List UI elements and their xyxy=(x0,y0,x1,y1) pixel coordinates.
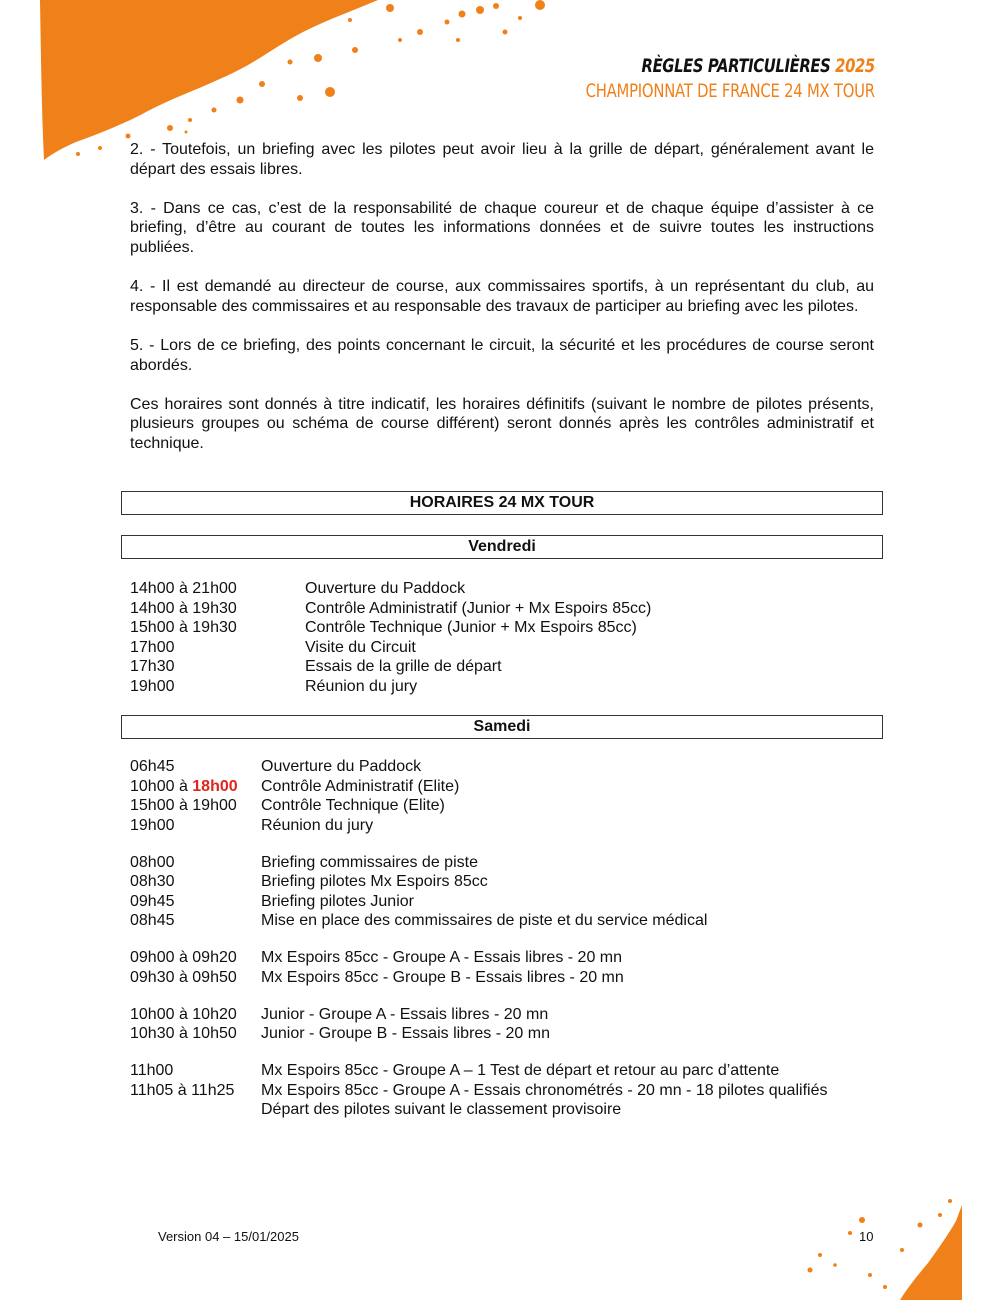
schedule-time xyxy=(130,892,261,912)
schedule-row xyxy=(130,657,651,677)
schedule-desc: Essais de la grille de départ xyxy=(305,658,502,675)
schedule-desc: Mx Espoirs 85cc - Groupe A – 1 Test de départ et retour au parc d’attente xyxy=(261,1062,780,1079)
schedule-row xyxy=(130,1061,827,1081)
schedule-time xyxy=(130,677,305,697)
schedule-row xyxy=(130,599,651,619)
schedule-row xyxy=(130,911,827,931)
header-title-text: RÈGLES PARTICULIÈRES xyxy=(641,55,831,77)
schedule-time xyxy=(130,657,305,677)
schedule-time xyxy=(130,757,261,777)
schedule-row xyxy=(130,638,651,658)
schedule-time xyxy=(130,796,261,816)
schedule-row xyxy=(130,796,827,816)
header-subtitle: CHAMPIONNAT DE FRANCE 24 MX TOUR xyxy=(585,80,875,102)
schedule-desc: Contrôle Administratif (Junior + Mx Espoirs 85cc) xyxy=(305,599,652,617)
schedule-desc: Briefing pilotes Mx Espoirs 85cc xyxy=(261,873,488,890)
schedule-time-text: 09h30 à 09h50 xyxy=(130,968,237,986)
schedule-time xyxy=(130,579,305,599)
schedule-time-text: 17h30 xyxy=(130,658,175,675)
schedule-time-highlight: 18h00 xyxy=(192,777,238,795)
schedule-time-text: 06h45 xyxy=(130,758,175,775)
header-title xyxy=(586,55,875,77)
schedule-title-box: HORAIRES 24 MX TOUR xyxy=(121,491,883,515)
schedule-row xyxy=(130,618,651,638)
schedule-time-text: 08h00 xyxy=(130,853,175,871)
schedule-desc: Départ des pilotes suivant le classement provisoire xyxy=(261,1101,622,1118)
saturday-schedule xyxy=(130,757,827,1120)
schedule-time xyxy=(130,1024,261,1044)
schedule-desc: Briefing pilotes Junior xyxy=(261,892,414,910)
schedule-time xyxy=(130,638,305,658)
schedule-time xyxy=(130,816,261,836)
schedule-row xyxy=(130,816,827,836)
schedule-time-text: 10h00 à 10h20 xyxy=(130,1005,237,1023)
schedule-time xyxy=(130,911,261,931)
schedule-time xyxy=(130,853,261,873)
schedule-desc: Junior - Groupe A - Essais libres - 20 mn xyxy=(261,1005,549,1023)
schedule-time-text: 11h05 à 11h25 xyxy=(130,1081,235,1099)
schedule-row xyxy=(130,853,827,873)
schedule-row xyxy=(130,872,827,892)
footer-version: Version 04 – 15/01/2025 xyxy=(158,1229,299,1244)
schedule-time-text: 09h45 xyxy=(130,892,175,910)
schedule-desc: Ouverture du Paddock xyxy=(261,758,422,775)
schedule-time-text: 15h00 à 19h00 xyxy=(130,797,237,814)
schedule-row xyxy=(130,579,651,599)
schedule-time xyxy=(130,1100,261,1120)
schedule-row xyxy=(130,948,827,968)
orange-splash-bottom-right xyxy=(790,1195,1005,1300)
schedule-row xyxy=(130,892,827,912)
schedule-time xyxy=(130,968,261,988)
schedule-row xyxy=(130,968,827,988)
document-header xyxy=(586,55,875,102)
schedule-row xyxy=(130,1024,827,1044)
schedule-time xyxy=(130,1061,261,1081)
schedule-desc: Visite du Circuit xyxy=(305,638,416,656)
friday-title-box: Vendredi xyxy=(121,535,883,559)
schedule-desc: Junior - Groupe B - Essais libres - 20 mn xyxy=(261,1025,550,1042)
schedule-desc: Briefing commissaires de piste xyxy=(261,853,478,871)
schedule-row xyxy=(130,1100,827,1120)
saturday-title-box: Samedi xyxy=(121,715,883,739)
schedule-row xyxy=(130,1081,827,1101)
schedule-row xyxy=(130,777,827,797)
schedule-time-text: 09h00 à 09h20 xyxy=(130,949,237,966)
schedule-time-text: 14h00 à 19h30 xyxy=(130,599,237,617)
paragraph-5: 5. - Lors de ce briefing, des points concernant le circuit, la sécurité et les procédures de course seront abordés. xyxy=(130,336,874,374)
schedule-time xyxy=(130,1081,261,1101)
paragraph-2: 2. - Toutefois, un briefing avec les pilotes peut avoir lieu à la grille de départ, généralement avant le départ des essais libres. xyxy=(130,141,874,178)
schedule-time-text: 15h00 à 19h30 xyxy=(130,619,237,636)
paragraph-note: Ces horaires sont donnés à titre indicatif, les horaires définitifs (suivant le nombre de pilotes présents, plusieurs groupes ou schéma de course différent) seront donnés après les contrôles administratif et technique. xyxy=(130,395,874,452)
schedule-desc: Réunion du jury xyxy=(305,677,418,695)
friday-schedule xyxy=(130,579,651,696)
schedule-desc: Contrôle Technique (Elite) xyxy=(261,797,445,814)
schedule-time xyxy=(130,872,261,892)
schedule-time xyxy=(130,1005,261,1025)
schedule-time-text: 19h00 xyxy=(130,677,175,695)
schedule-time-text: 17h00 xyxy=(130,638,175,656)
schedule-time-text: 14h00 à 21h00 xyxy=(130,580,237,597)
schedule-time xyxy=(130,777,261,797)
schedule-time-text: 19h00 xyxy=(130,816,175,834)
body-paragraphs xyxy=(130,140,874,473)
page-number: 10 xyxy=(859,1229,874,1244)
schedule-desc: Ouverture du Paddock xyxy=(305,580,466,597)
paragraph-3: 3. - Dans ce cas, c’est de la responsabilité de chaque coureur et de chaque équipe d’assister à ce briefing, d’être au courant de toutes les informations données et de suivre toutes les instructions publiées. xyxy=(130,199,874,256)
schedule-desc: Contrôle Administratif (Elite) xyxy=(261,777,460,795)
schedule-desc: Contrôle Technique (Junior + Mx Espoirs 85cc) xyxy=(305,619,637,636)
schedule-desc: Mise en place des commissaires de piste et du service médical xyxy=(261,912,708,929)
schedule-time xyxy=(130,948,261,968)
schedule-time-text: 11h00 xyxy=(130,1062,174,1079)
header-year: 2025 xyxy=(835,55,875,77)
schedule-row xyxy=(130,677,651,697)
schedule-desc: Mx Espoirs 85cc - Groupe B - Essais libres - 20 mn xyxy=(261,968,624,986)
schedule-time-text: 08h30 xyxy=(130,873,175,890)
schedule-desc: Mx Espoirs 85cc - Groupe A - Essais chronométrés - 20 mn - 18 pilotes qualifiés xyxy=(261,1081,828,1099)
schedule-time xyxy=(130,599,305,619)
schedule-time-text: 10h00 à xyxy=(130,777,193,795)
paragraph-4: 4. - Il est demandé au directeur de course, aux commissaires sportifs, à un représentant du club, au responsable des commissaires et au responsable des travaux de participer au briefing avec les pilotes. xyxy=(130,278,874,315)
schedule-row xyxy=(130,1005,827,1025)
schedule-desc: Mx Espoirs 85cc - Groupe A - Essais libres - 20 mn xyxy=(261,949,623,966)
schedule-time-text: 08h45 xyxy=(130,912,175,929)
schedule-desc: Réunion du jury xyxy=(261,816,374,834)
schedule-row xyxy=(130,757,827,777)
schedule-time-text: 10h30 à 10h50 xyxy=(130,1025,237,1042)
schedule-time xyxy=(130,618,305,638)
